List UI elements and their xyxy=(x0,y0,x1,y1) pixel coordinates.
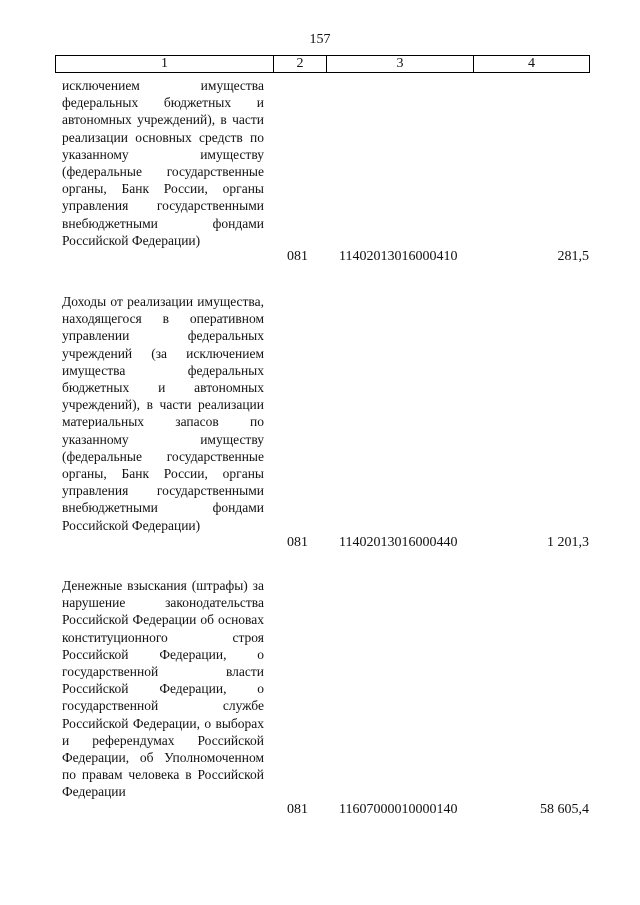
table-row-admin-code: 081 xyxy=(287,802,308,817)
table-row-amount: 281,5 xyxy=(557,249,589,264)
table-header xyxy=(55,55,590,73)
header-col-4: 4 xyxy=(528,56,535,71)
table-row-description: исключением имущества федеральных бюджетных и автономных учреждений), в части реализации основных средств по указанному имуществу (федеральные государственные органы, Банк России, органы управления государственными внебюджетными фондами Российской Федерации) xyxy=(62,78,264,248)
header-col-3: 3 xyxy=(327,56,474,72)
table-row-admin-code: 081 xyxy=(287,249,308,264)
table-row-kbk: 11607000010000140 xyxy=(339,802,458,817)
header-col-2: 2 xyxy=(274,56,327,72)
table-row-description: Денежные взыскания (штрафы) за нарушение законодательства Российской Федерации об основах конституционного строя Российской Федерации, о государственной власти Российской Федерации, о государственной службе Российской Федерации, о выборах и референдумах Российской Федерации, об Уполномоченном по правам человека в Российской Федерации xyxy=(62,578,264,800)
table-row-description: Доходы от реализации имущества, находящегося в оперативном управлении федеральных учреждений (за исключением имущества федеральных бюджетных и автономных учреждений), в части реализации материальных запасов по указанному имуществу (федеральные государственные органы, Банк России, органы управления государственными внебюджетными фондами Российской Федерации) xyxy=(62,294,264,533)
table-row-amount: 1 201,3 xyxy=(547,535,589,550)
table-row-amount: 58 605,4 xyxy=(540,802,589,817)
page-number: 157 xyxy=(309,32,331,47)
header-col-1: 1 xyxy=(56,56,274,72)
table-row-kbk: 11402013016000410 xyxy=(339,249,458,264)
table-row-admin-code: 081 xyxy=(287,535,308,550)
table-row-kbk: 11402013016000440 xyxy=(339,535,458,550)
